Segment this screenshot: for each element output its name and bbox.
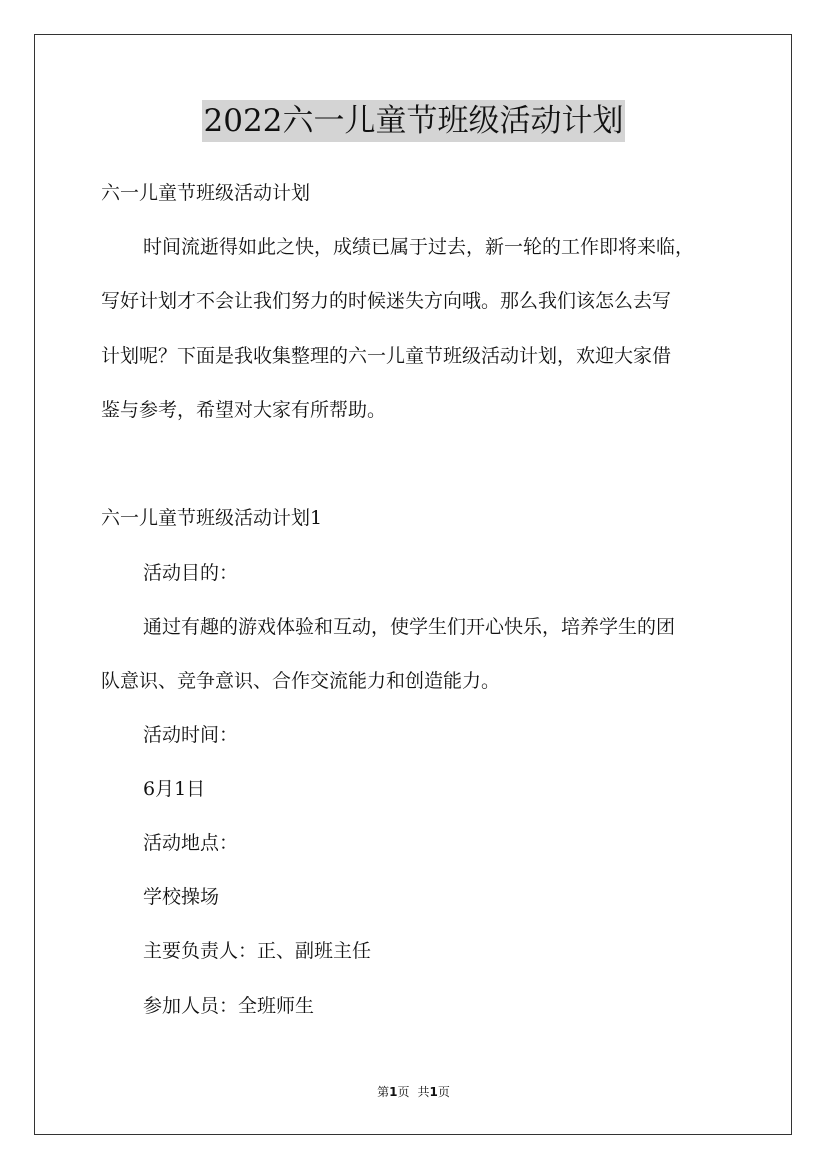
intro-line-2: 写好计划才不会让我们努力的时候迷失方向哦。那么我们该怎么去写 [101, 290, 672, 312]
document-subtitle: 六一儿童节班级活动计划 [101, 182, 311, 204]
intro-line-4: 鉴与参考，希望对大家有所帮助。 [101, 399, 387, 421]
footer-total-suffix: 页 [437, 1085, 450, 1099]
time-label: 活动时间： [143, 724, 239, 746]
footer-page-suffix: 页 [397, 1085, 410, 1099]
purpose-line-1: 通过有趣的游戏体验和互动，使学生们开心快乐，培养学生的团 [143, 616, 676, 638]
footer-total-pages: 1 [429, 1085, 438, 1099]
purpose-line-2: 队意识、竞争意识、合作交流能力和创造能力。 [101, 670, 501, 692]
intro-line-3: 计划呢？下面是我收集整理的六一儿童节班级活动计划，欢迎大家借 [101, 345, 672, 367]
document-title: 2022六一儿童节班级活动计划 [202, 100, 626, 142]
section-heading: 六一儿童节班级活动计划1 [101, 507, 323, 529]
participants-line: 参加人员：全班师生 [143, 995, 315, 1017]
footer-prefix: 第 [377, 1085, 390, 1099]
page-footer [0, 1084, 827, 1100]
location-value: 学校操场 [143, 886, 220, 908]
footer-page-number: 1 [389, 1085, 398, 1099]
title-container [0, 100, 827, 142]
leader-line: 主要负责人：正、副班主任 [143, 940, 372, 962]
footer-total-prefix: 共 [417, 1085, 430, 1099]
location-label: 活动地点： [143, 832, 239, 854]
purpose-label: 活动目的： [143, 562, 239, 584]
time-value: 6月1日 [143, 778, 206, 800]
intro-line-1: 时间流逝得如此之快，成绩已属于过去，新一轮的工作即将来临， [143, 236, 695, 258]
